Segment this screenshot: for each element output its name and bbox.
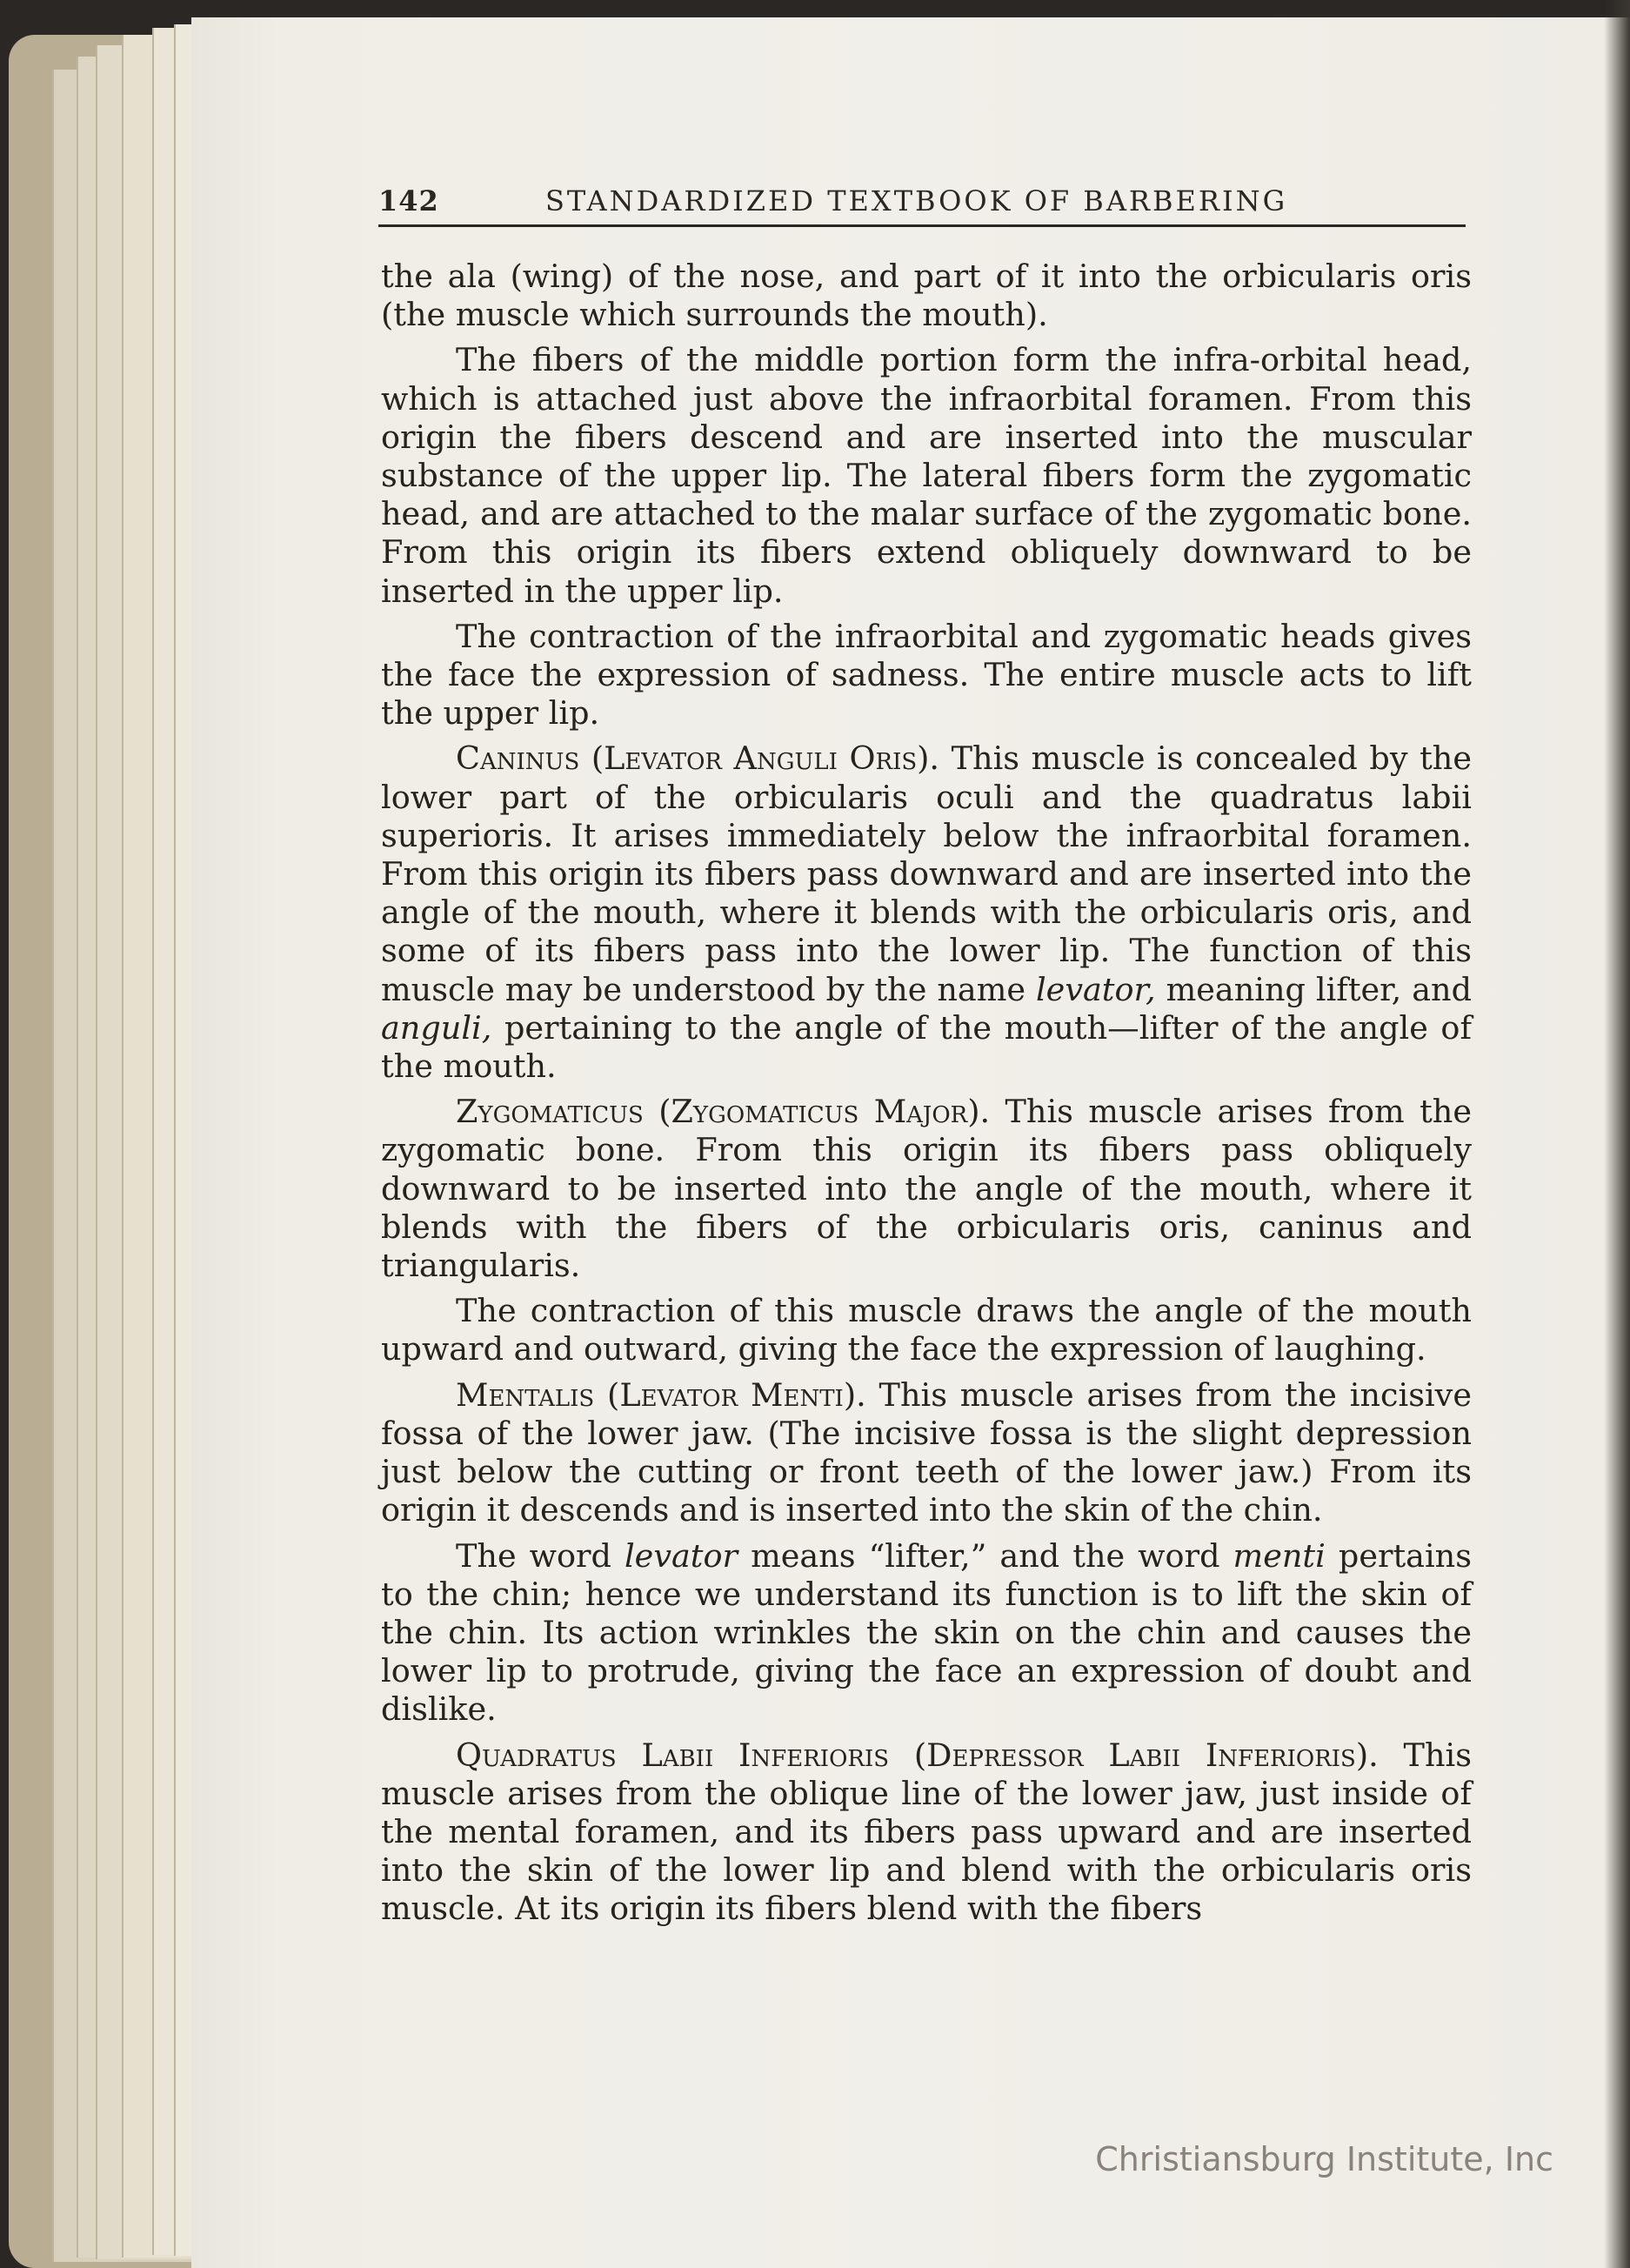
running-head <box>378 181 1466 227</box>
body-text <box>381 258 1472 1936</box>
paragraph-text: pertaining to the angle of the mouth—lifter of the angle of the mouth. <box>381 1008 1472 1086</box>
italic-term: levator, <box>1035 970 1156 1008</box>
watermark: Christiansburg Institute, Inc <box>1095 2140 1553 2178</box>
section-heading: Zygomaticus (Zygomaticus Major). <box>456 1093 991 1131</box>
paragraph-text: meaning lifter, and <box>1155 970 1472 1008</box>
italic-term: levator <box>624 1536 738 1575</box>
paragraph: The contraction of the infraorbital and zygomatic heads gives the face the expression of sadness. The entire muscle acts to lift the upper lip. <box>381 617 1472 733</box>
italic-term: anguli, <box>381 1008 492 1047</box>
paragraph <box>381 1537 1472 1729</box>
paragraph <box>381 1376 1472 1530</box>
section-heading: Mentalis (Levator Menti). <box>456 1375 866 1414</box>
paragraph <box>381 1736 1472 1929</box>
paragraph-text: This muscle is concealed by the lower part of the orbicularis oculi and the quadratus labii superioris. It arises immediately below the infraorbital foramen. From this origin its fibers pass downward and are inserted into the angle of the mouth, where it blends with the orbicularis oris, and some of its fibers pass into the lower lip. The function of this muscle may be understood by the name <box>381 739 1472 1008</box>
paragraph-text: means “lifter,” and the word <box>738 1536 1233 1575</box>
paragraph-text: pertains to the chin; hence we understand its function is to lift the skin of the chin. Its action wrinkles the skin on the chin and causes the lower lip to protrude, giving the face an expression of doubt and dislike. <box>381 1536 1472 1729</box>
paragraph <box>381 1093 1472 1285</box>
italic-term: menti <box>1233 1536 1326 1575</box>
section-heading: Quadratus Labii Inferioris (Depressor Labii Inferioris). <box>456 1736 1379 1774</box>
paragraph: The fibers of the middle portion form the infra-orbital head, which is attached just above the infraorbital foramen. From this origin the fibers descend and are inserted into the muscular substance of the upper lip. The lateral fibers form the zygomatic head, and are attached to the malar surface of the zygomatic bone. From this origin its fibers extend obliquely downward to be inserted in the upper lip. <box>381 341 1472 610</box>
paragraph: the ala (wing) of the nose, and part of it into the orbicularis oris (the muscle which surrounds the mouth). <box>381 258 1472 334</box>
paragraph-text: This muscle arises from the zygomatic bone. From this origin its fibers pass obliquely downward to be inserted into the angle of the mouth, where it blends with the fibers of the orbicularis oris, caninus and triangularis. <box>381 1093 1472 1285</box>
paragraph: The contraction of this muscle draws the angle of the mouth upward and outward, giving the face the expression of laughing. <box>381 1292 1472 1368</box>
binding-shadow <box>1604 0 1630 2268</box>
paragraph <box>381 739 1472 1086</box>
paragraph-text: This muscle arises from the oblique line of the lower jaw, just inside of the mental foramen, and its fibers pass upward and are inserted into the skin of the lower lip and blend with the orbicularis oris muscle. At its origin its fibers blend with the fibers <box>381 1736 1472 1928</box>
paragraph-text: The word <box>456 1536 625 1575</box>
paragraph-text: This muscle arises from the incisive fossa of the lower jaw. (The incisive fossa is the slight depression just below the cutting or front teeth of the lower jaw.) From its origin it descends and is inserted into the skin of the chin. <box>381 1375 1472 1529</box>
section-heading: Caninus (Levator Anguli Oris). <box>456 739 940 778</box>
book-title: STANDARDIZED TEXTBOOK OF BARBERING <box>545 184 1288 217</box>
page-number: 142 <box>378 184 439 217</box>
